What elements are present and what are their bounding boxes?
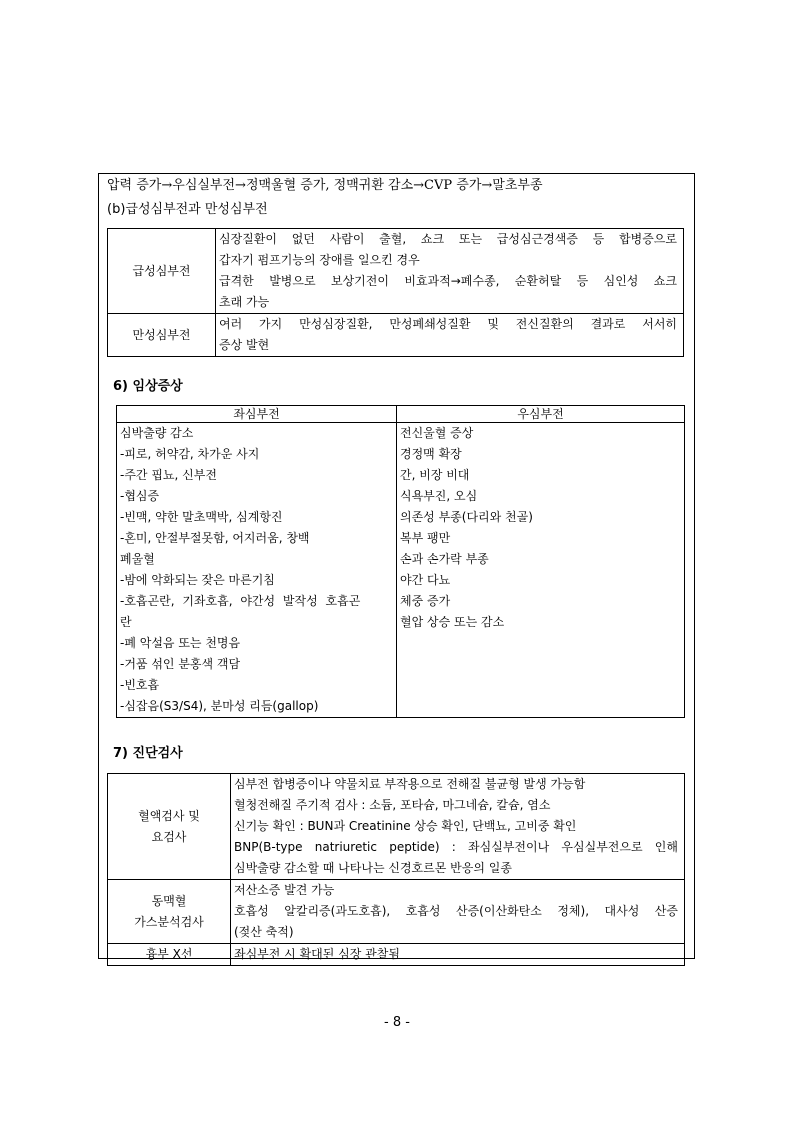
label-line: 흉부 X선	[145, 947, 193, 961]
column-header-right-hf: 우심부전	[397, 406, 685, 423]
list-item: 간, 비장 비대	[400, 468, 470, 482]
content-line: 증상 발현	[219, 338, 270, 352]
list-item: 경정맥 확장	[400, 447, 462, 461]
list-item: -밤에 악화되는 잦은 마른기침	[120, 573, 275, 587]
content-line: 갑자기 펌프기능의 장애를 일으킨 경우	[219, 253, 420, 267]
label-line: 요검사	[151, 829, 187, 844]
table-header-row	[117, 406, 685, 423]
content-line: (젖산 축적)	[234, 925, 294, 939]
table-row	[108, 774, 685, 880]
content-line: 호흡성 알칼리증(과도호흡), 호흡성 산증(이산화탄소 정체), 대사성 산증	[234, 904, 678, 918]
content-line: 혈청전해질 주기적 검사 : 소듐, 포타슘, 마그네슘, 칼슘, 염소	[234, 798, 551, 812]
table-row	[117, 423, 685, 718]
row-label: 만성심부전	[108, 314, 216, 357]
list-item: 야간 다뇨	[400, 573, 451, 587]
list-item: 란	[120, 615, 132, 629]
content-line: BNP(B-type natriuretic peptide) : 좌심실부전이나 우심실부전으로 인해	[234, 840, 678, 854]
list-item: -거품 섞인 분홍색 객담	[120, 657, 241, 671]
row-content	[231, 880, 685, 944]
list-item: -협심증	[120, 489, 160, 503]
list-item: 폐울혈	[120, 552, 155, 566]
label-line: 가스분석검사	[134, 914, 204, 929]
list-item: -피로, 허약감, 차가운 사지	[120, 447, 260, 461]
right-hf-symptoms	[397, 423, 685, 718]
row-label	[108, 880, 231, 944]
table-row	[108, 880, 685, 944]
row-label: 급성심부전	[108, 229, 216, 314]
section-7-heading: 7) 진단검사	[113, 746, 183, 761]
section-6-heading: 6) 임상증상	[113, 379, 183, 394]
left-hf-symptoms	[117, 423, 397, 718]
content-line: 좌심부전 시 확대된 심장 관찰됨	[234, 947, 400, 961]
table-row	[108, 229, 684, 314]
column-header-left-hf: 좌심부전	[117, 406, 397, 423]
content-line: 저산소증 발견 가능	[234, 883, 335, 897]
list-item: 손과 손가락 부종	[400, 552, 489, 566]
diagnostics-table	[107, 773, 685, 966]
table-row	[108, 944, 685, 966]
list-item: 체중 증가	[400, 594, 451, 608]
label-line: 혈액검사 및	[138, 808, 200, 823]
content-line: 초래 가능	[219, 295, 270, 309]
list-item: 심박출량 감소	[120, 426, 194, 440]
list-item: 식욕부진, 오심	[400, 489, 478, 503]
list-item: 의존성 부종(다리와 천골)	[400, 510, 533, 524]
list-item: -심잡음(S3/S4), 분마성 리듬(gallop)	[120, 699, 319, 713]
row-content	[216, 314, 684, 357]
table-row	[108, 314, 684, 357]
content-line: 신기능 확인 : BUN과 Creatinine 상승 확인, 단백뇨, 고비중 확인	[234, 819, 577, 833]
list-item: 복부 팽만	[400, 531, 451, 545]
list-item: -폐 악설음 또는 천명음	[120, 636, 241, 650]
content-line: 심부전 합병증이나 약물치료 부작용으로 전해질 불균형 발생 가능함	[234, 777, 586, 791]
row-label	[108, 774, 231, 880]
content-line: 심장질환이 없던 사람이 출혈, 쇼크 또는 급성심근경색증 등 합병증으로	[219, 232, 677, 246]
row-content	[231, 944, 685, 966]
list-item: -호흡곤란, 기좌호흡, 야간성 발작성 호흡곤	[120, 594, 361, 608]
list-item: -주간 핍뇨, 신부전	[120, 468, 217, 482]
list-item: 전신울혈 증상	[400, 426, 474, 440]
row-content	[231, 774, 685, 880]
list-item: -혼미, 안절부절못함, 어지러움, 창백	[120, 531, 310, 545]
symptoms-table	[116, 405, 685, 718]
list-item: 혈압 상승 또는 감소	[400, 615, 505, 629]
acute-chronic-table	[107, 228, 684, 357]
label-line: 동맥혈	[151, 893, 187, 908]
content-line: 급격한 발병으로 보상기전이 비효과적→폐수종, 순환허탈 등 심인성 쇼크	[219, 274, 677, 288]
list-item: -빈맥, 약한 말초맥박, 심계항진	[120, 510, 283, 524]
subsection-title: (b)급성심부전과 만성심부전	[107, 202, 268, 217]
list-item: -빈호흡	[120, 678, 160, 692]
pre-text-line: 압력 증가→우심실부전→정맥울혈 증가, 정맥귀환 감소→CVP 증가→말초부종	[107, 178, 543, 193]
page-number: - 8 -	[384, 1015, 410, 1030]
content-line: 심박출량 감소할 때 나타나는 신경호르몬 반응의 일종	[234, 861, 512, 875]
content-line: 여러 가지 만성심장질환, 만성폐쇄성질환 및 전신질환의 결과로 서서히	[219, 317, 677, 331]
row-label	[108, 944, 231, 966]
row-content	[216, 229, 684, 314]
